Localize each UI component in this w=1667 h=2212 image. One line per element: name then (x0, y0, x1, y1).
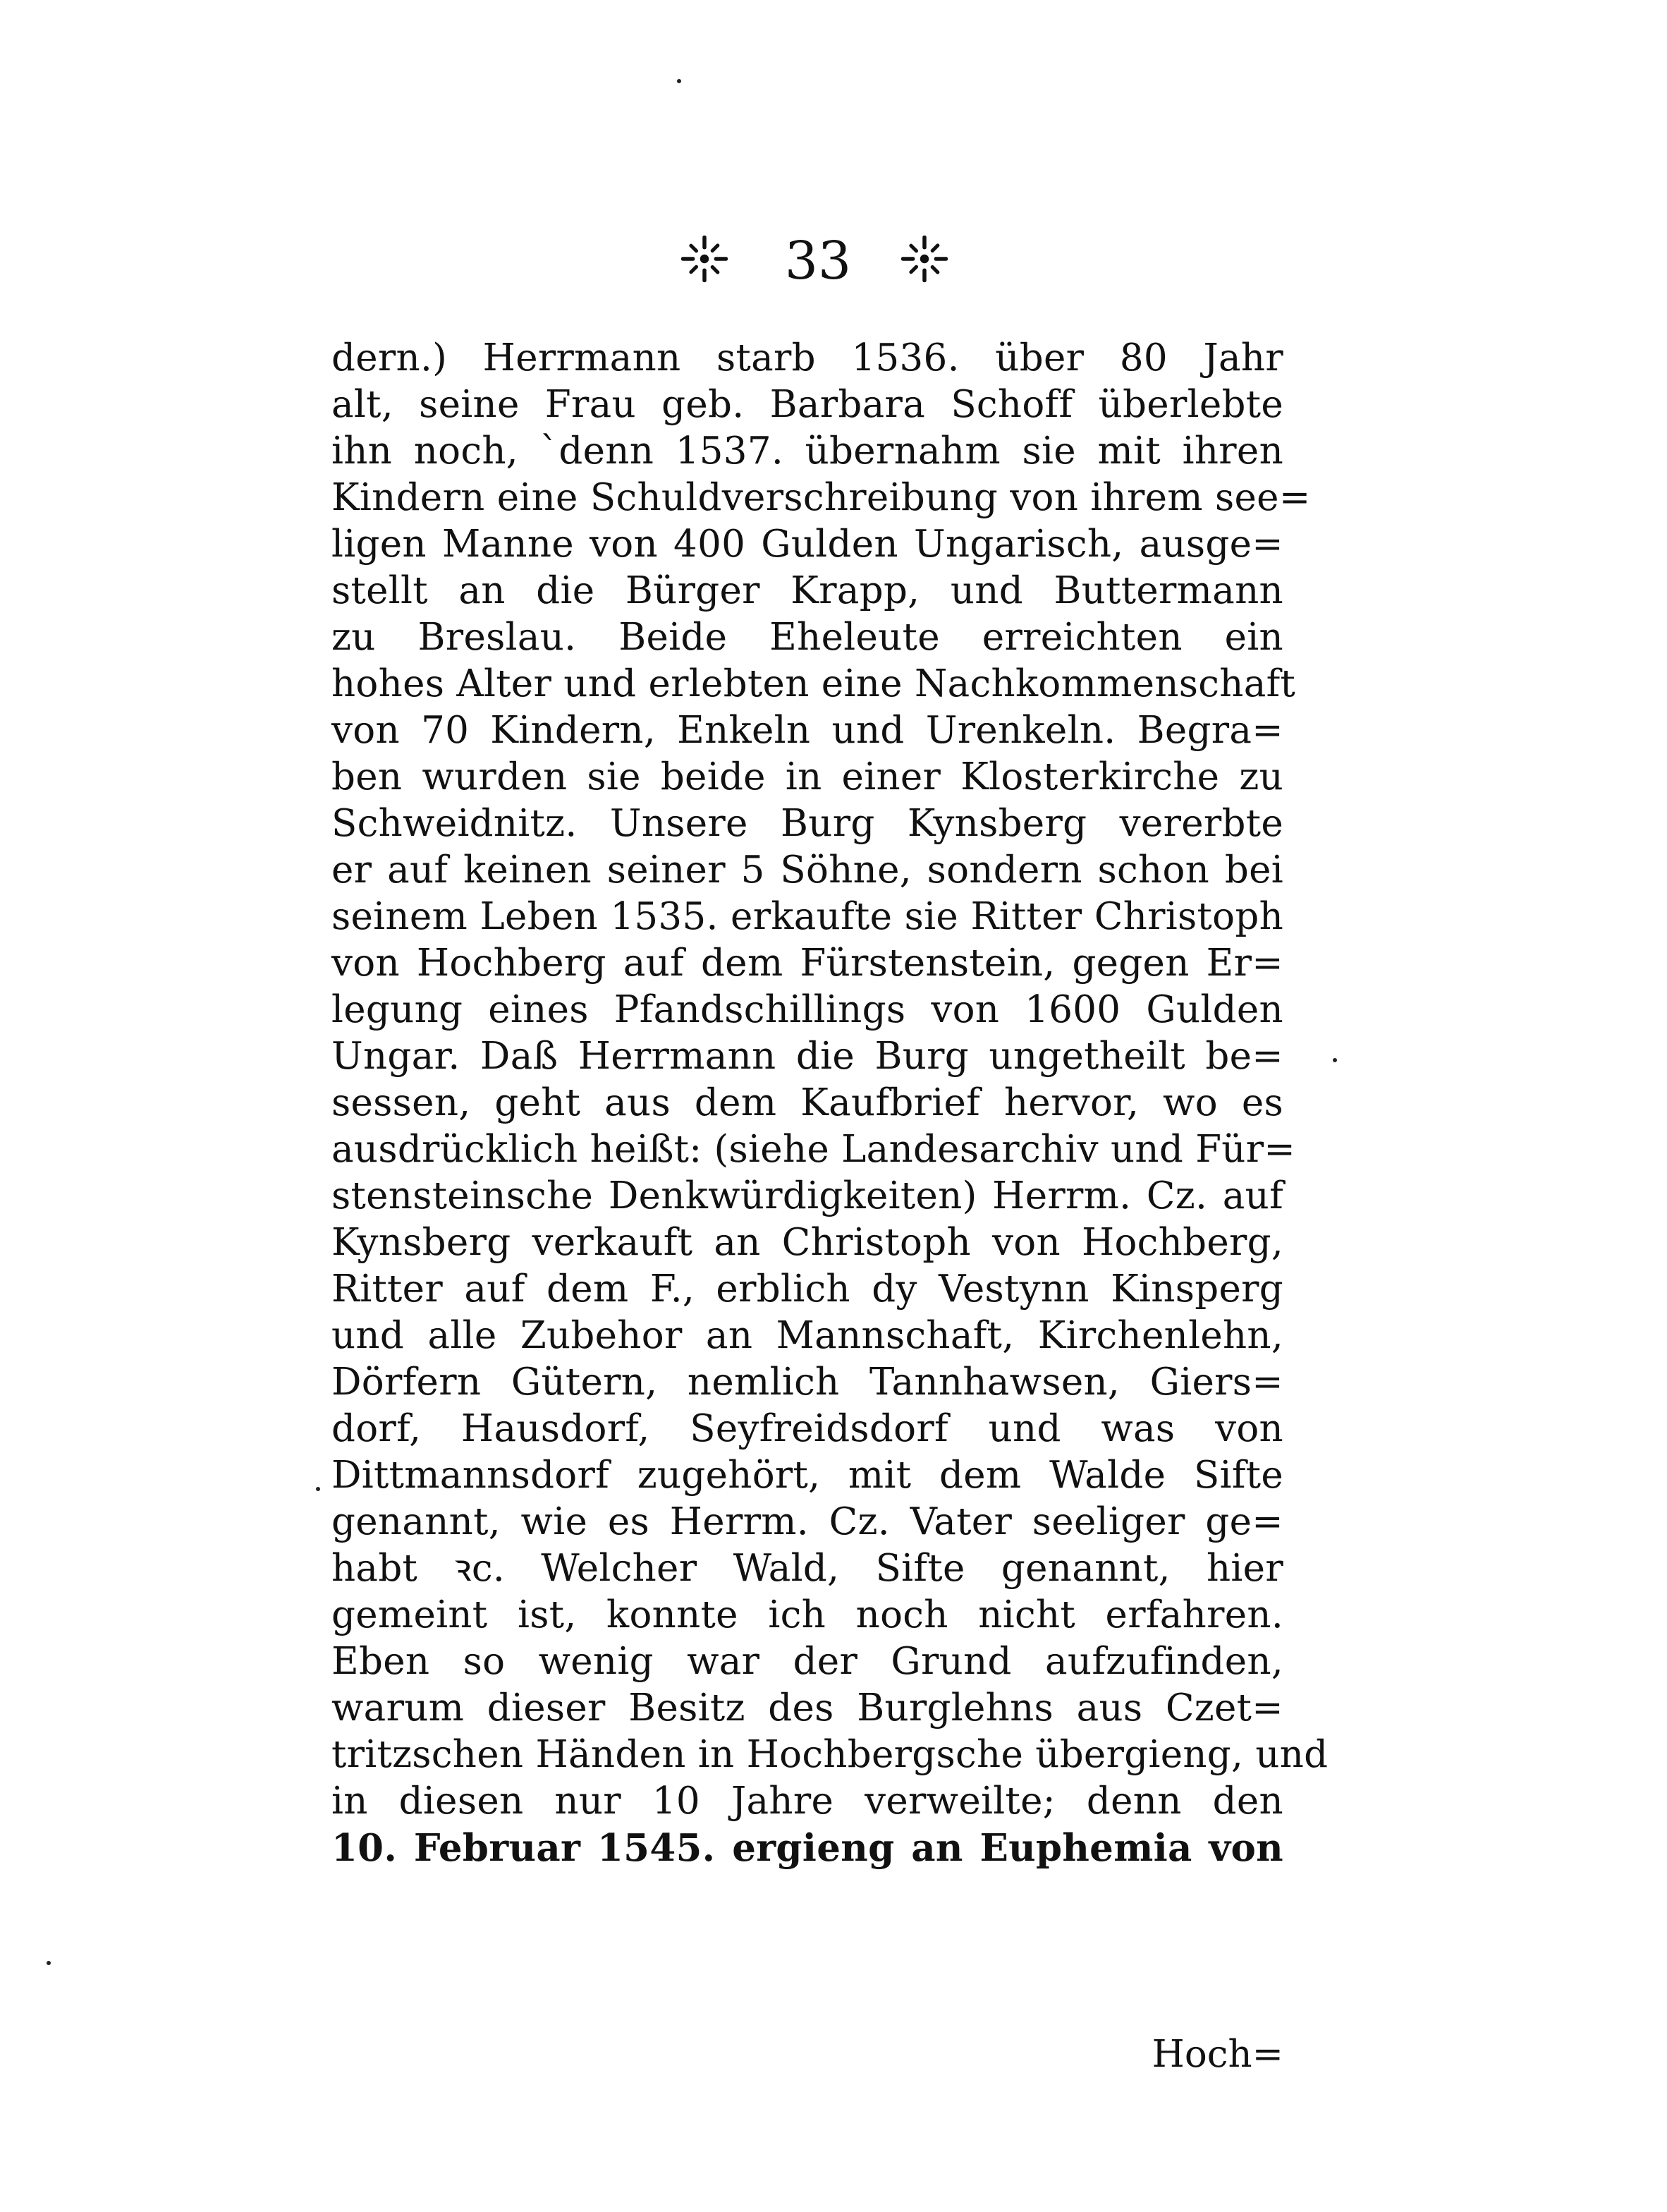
text-line: hohes Alter und erlebten eine Nachkommenschaft (331, 662, 1296, 705)
print-speck (1333, 1058, 1337, 1062)
text-line: ben wurden sie beide in einer Klosterkirche zu (331, 755, 1283, 798)
text-line: Dittmannsdorf zugehört, mit dem Walde Sifte (331, 1454, 1283, 1497)
text-line: dern.) Herrmann starb 1536. über 80 Jahr (331, 336, 1283, 379)
text-line: dorf, Hausdorf, Seyfreidsdorf und was von (331, 1407, 1283, 1450)
print-speck (316, 1487, 320, 1491)
text-line: er auf keinen seiner 5 Söhne, sondern schon bei (331, 849, 1283, 892)
page-number: 33 (784, 231, 852, 291)
text-line: genannt, wie es Herrm. Cz. Vater seeliger ge= (331, 1500, 1283, 1543)
print-speck (47, 1961, 51, 1965)
text-line: seinem Leben 1535. erkaufte sie Ritter Christoph (331, 895, 1283, 938)
text-line: ausdrücklich heißt: (siehe Landesarchiv und Für= (331, 1128, 1296, 1171)
text-line: von Hochberg auf dem Fürstenstein, gegen Er= (331, 942, 1283, 985)
text-line: warum dieser Besitz des Burglehns aus Czet= (331, 1687, 1283, 1730)
ornament-star-icon (677, 231, 732, 286)
text-line: Kindern eine Schuldverschreibung von ihrem see= (331, 476, 1311, 519)
text-line: zu Breslau. Beide Eheleute erreichten ein (331, 616, 1283, 659)
text-line: von 70 Kindern, Enkeln und Urenkeln. Begra= (331, 709, 1283, 752)
text-line: stensteinsche Denkwürdigkeiten) Herrm. Cz. auf (331, 1174, 1283, 1217)
text-line: ihn noch, `denn 1537. übernahm sie mit ihren (331, 430, 1283, 473)
text-line: Kynsberg verkauft an Christoph von Hochberg, (331, 1221, 1283, 1264)
text-line: gemeint ist, konnte ich noch nicht erfahren. (331, 1593, 1283, 1636)
catchword: Hoch= (1152, 2033, 1283, 2076)
text-line: Ritter auf dem F., erblich dy Vestynn Kinsperg (331, 1268, 1283, 1311)
ornament-star-icon (897, 231, 952, 286)
print-speck (677, 79, 681, 83)
text-line: Dörfern Gütern, nemlich Tannhawsen, Giers= (331, 1361, 1283, 1404)
text-line: in diesen nur 10 Jahre verweilte; denn den (331, 1780, 1283, 1823)
text-line: habt ꝛc. Welcher Wald, Sifte genannt, hier (331, 1547, 1283, 1590)
text-line: und alle Zubehor an Mannschaft, Kirchenlehn, (331, 1314, 1283, 1357)
text-line: Eben so wenig war der Grund aufzufinden, (331, 1640, 1283, 1683)
page-header (0, 226, 1667, 296)
text-line: ligen Manne von 400 Gulden Ungarisch, ausge= (331, 523, 1283, 566)
text-line: stellt an die Bürger Krapp, und Buttermann (331, 569, 1283, 612)
text-line: tritzschen Händen in Hochbergsche übergieng, und (331, 1733, 1329, 1776)
text-line: alt, seine Frau geb. Barbara Schoff überlebte (331, 383, 1283, 426)
text-line: Schweidnitz. Unsere Burg Kynsberg vererbte (331, 802, 1283, 845)
text-line: sessen, geht aus dem Kaufbrief hervor, wo es (331, 1081, 1283, 1124)
text-line: legung eines Pfandschillings von 1600 Gulden (331, 988, 1283, 1031)
text-line: Ungar. Daß Herrmann die Burg ungetheilt be= (331, 1035, 1283, 1078)
text-line: 10. Februar 1545. ergieng an Euphemia von (331, 1826, 1283, 1870)
